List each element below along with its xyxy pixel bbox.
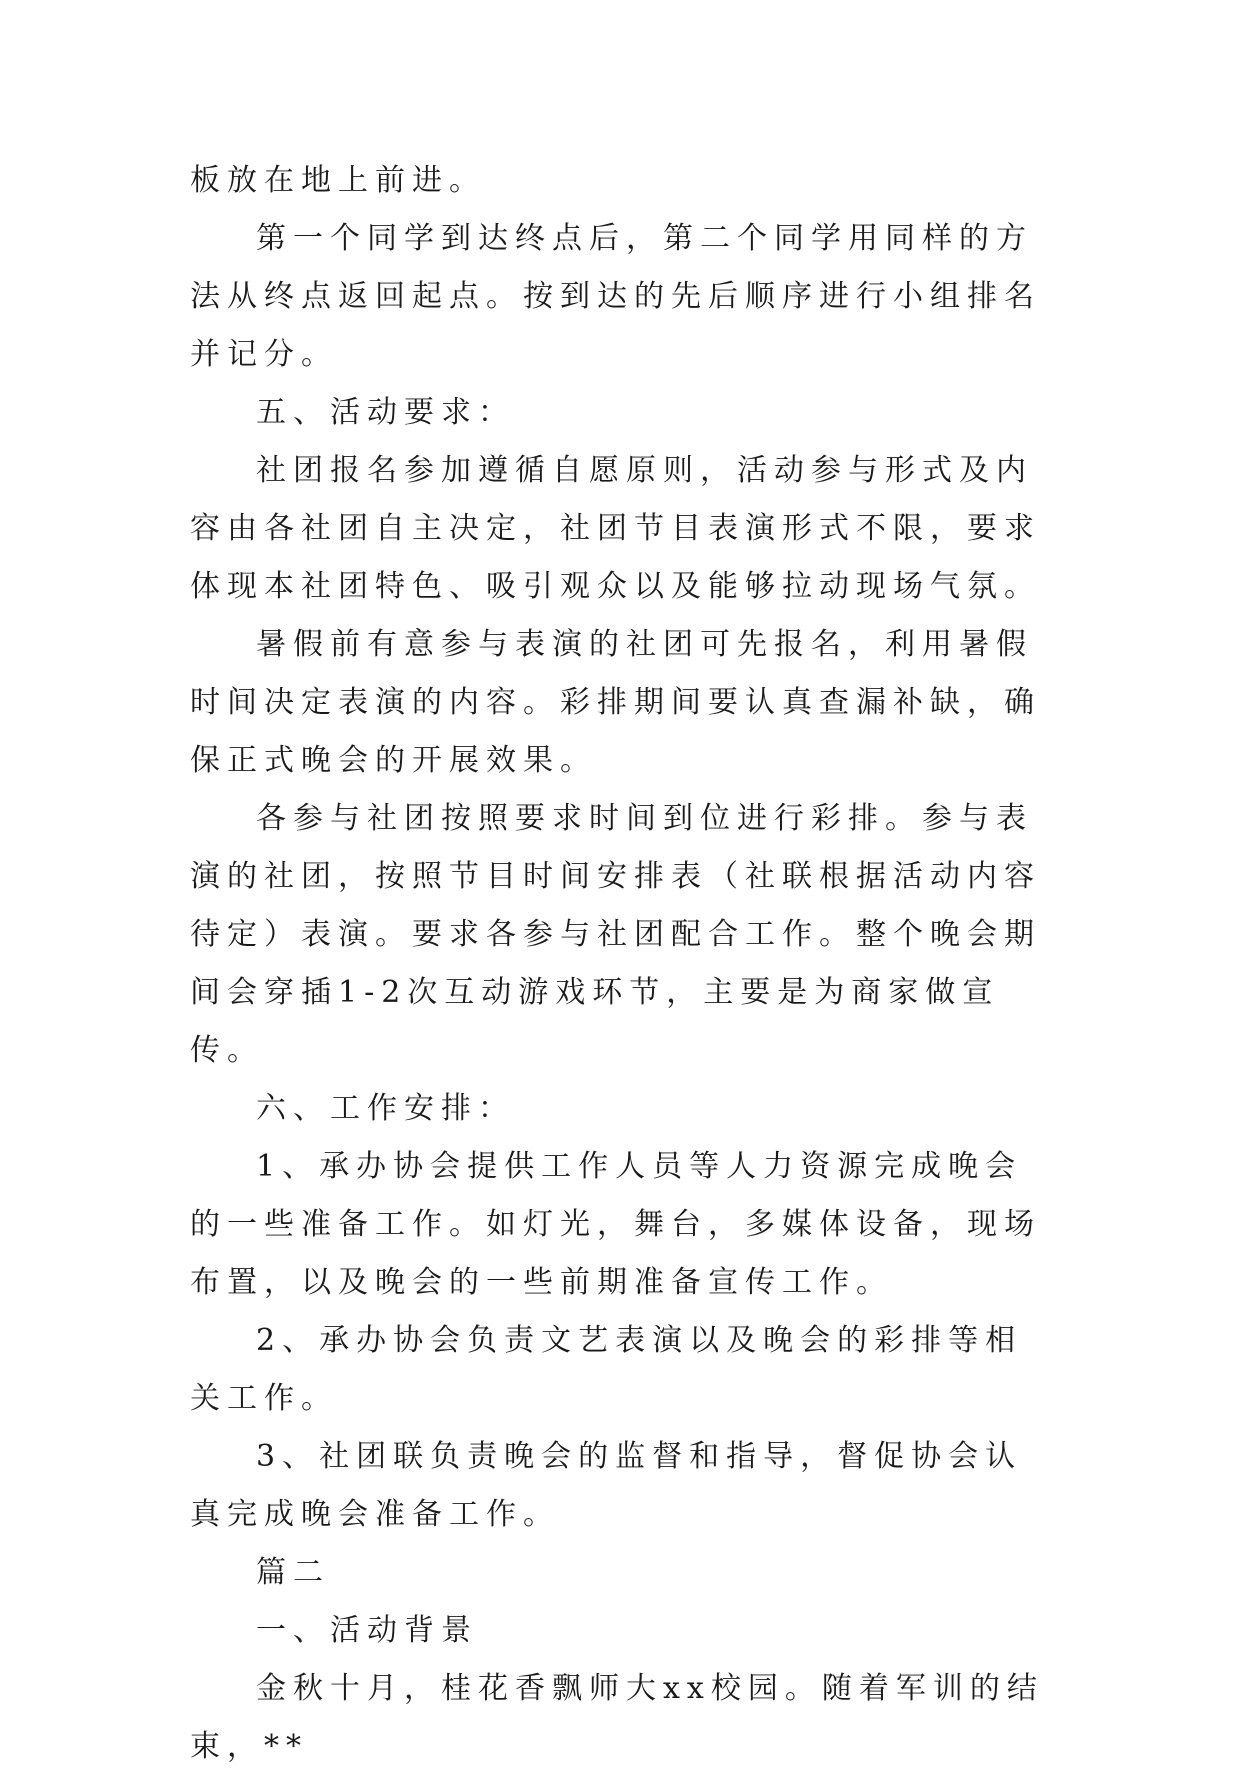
paragraph-registration: 社团报名参加遵循自愿原则，活动参与形式及内容由各社团自主决定，社团节目表演形式不限，要求体现本社团特色、吸引观众以及能够拉动现场气氛。	[190, 453, 1041, 604]
arrangement-item-3: 3、社团联负责晚会的监督和指导，督促协会认真完成晚会准备工作。	[190, 1439, 1023, 1532]
arrangement-item-2: 2、承办协会负责文艺表演以及晚会的彩排等相关工作。	[190, 1323, 1023, 1416]
paragraph-rehearsal: 各参与社团按照要求时间到位进行彩排。参与表演的社团，按照节目时间安排表（社联根据活动内容待定）表演。要求各参与社团配合工作。整个晚会期间会穿插1-2次互动游戏环节，主要是为商家做宣传。	[190, 801, 1041, 1068]
section-heading-requirements: 五、活动要求：	[256, 395, 515, 430]
section-heading-arrangements: 六、工作安排：	[256, 1091, 515, 1126]
paragraph-summer-signup: 暑假前有意参与表演的社团可先报名，利用暑假时间决定表演的内容。彩排期间要认真查漏补缺，确保正式晚会的开展效果。	[190, 627, 1041, 778]
paragraph-continuation: 板放在地上前进。	[190, 163, 486, 198]
part-heading-two: 篇二	[256, 1555, 330, 1590]
section-heading-background: 一、活动背景	[256, 1613, 478, 1648]
document-body	[190, 152, 1052, 1776]
paragraph-background: 金秋十月，桂花香飘师大xx校园。随着军训的结束，**	[190, 1671, 1044, 1764]
arrangement-item-1: 1、承办协会提供工作人员等人力资源完成晚会的一些准备工作。如灯光，舞台，多媒体设备，现场布置，以及晚会的一些前期准备宣传工作。	[190, 1149, 1041, 1300]
paragraph-relay-rule: 第一个同学到达终点后，第二个同学用同样的方法从终点返回起点。按到达的先后顺序进行小组排名并记分。	[190, 221, 1041, 372]
